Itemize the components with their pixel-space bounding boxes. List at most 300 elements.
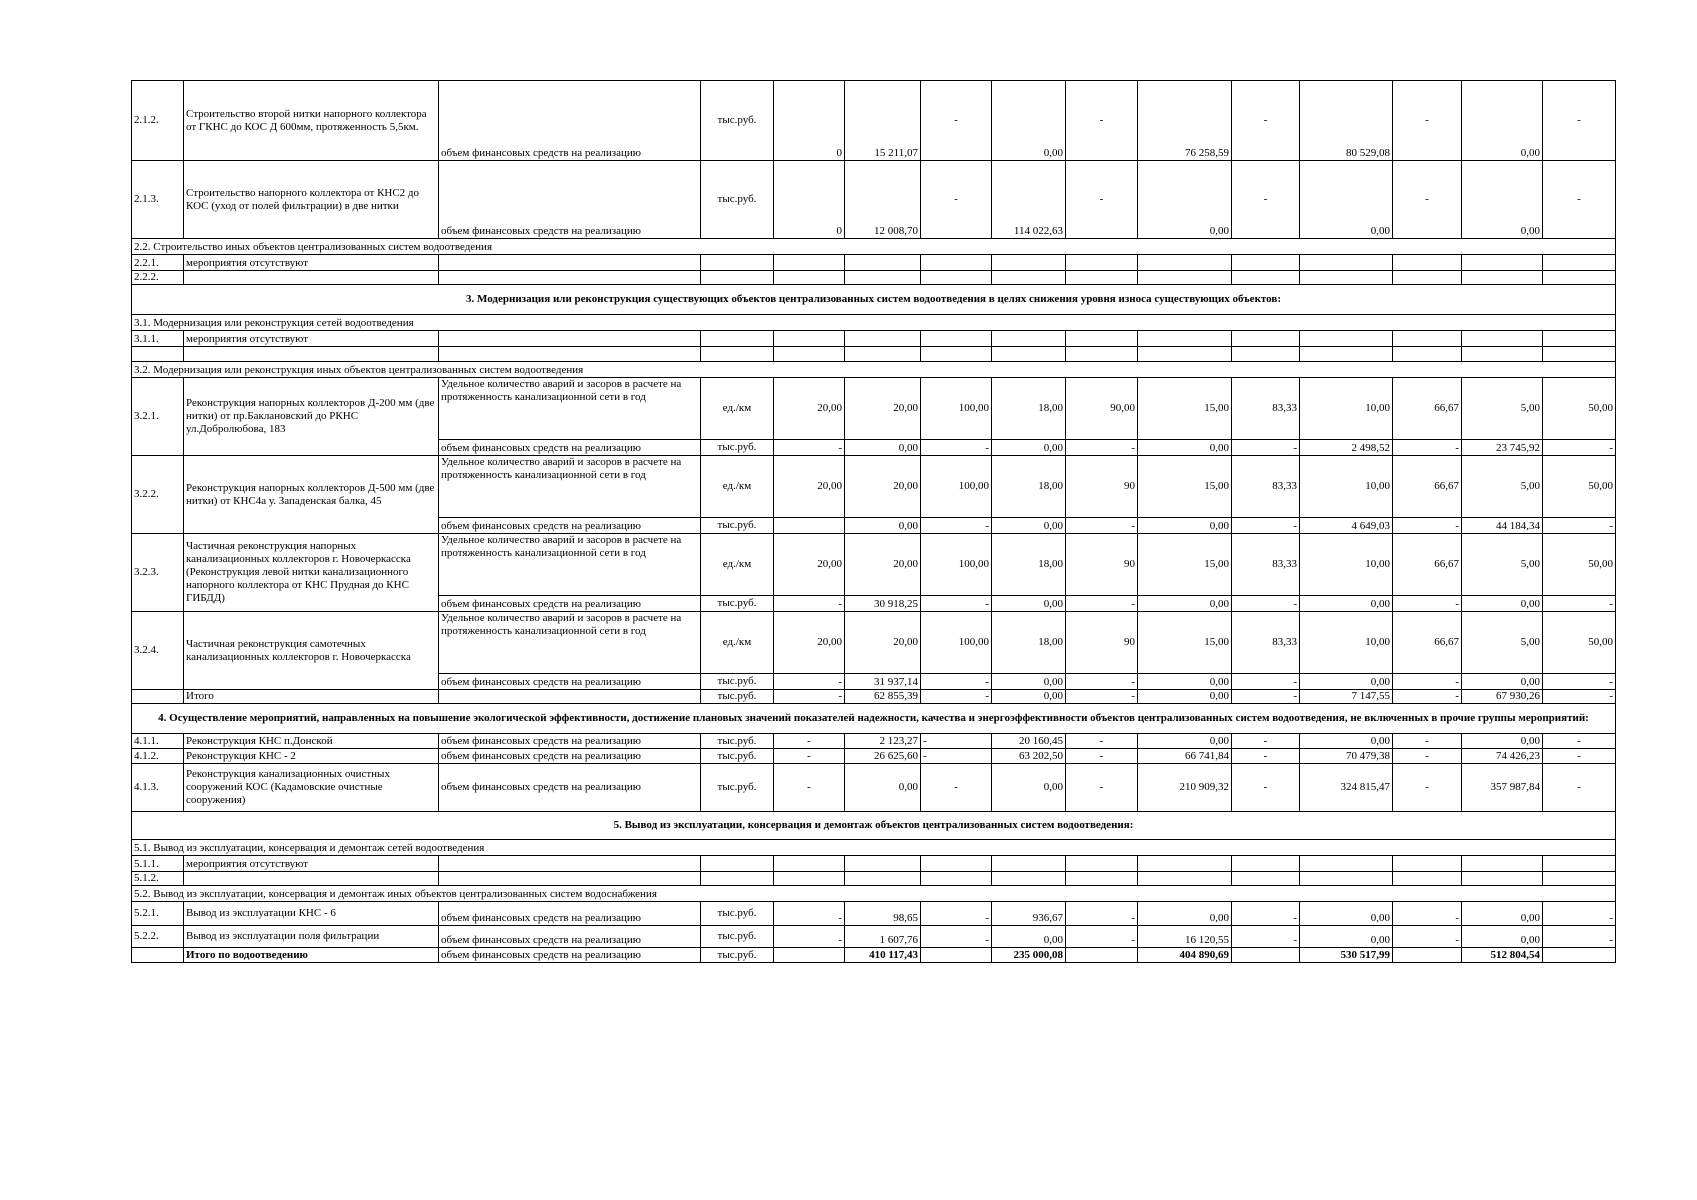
empty-cell: [1138, 331, 1232, 347]
empty-cell: [921, 347, 992, 362]
indicator-value: 66,67: [1393, 612, 1462, 674]
empty-cell: [774, 331, 845, 347]
unit: тыс.руб.: [701, 161, 774, 239]
value-cell: -: [1543, 518, 1616, 534]
indicator-value: 83,33: [1232, 612, 1300, 674]
investment-program-table: [131, 80, 1616, 963]
indicator-value: 66,67: [1393, 378, 1462, 440]
indicator-value: 20,00: [774, 378, 845, 440]
empty-cell: [921, 331, 992, 347]
value-cell: 0,00: [1138, 596, 1232, 612]
value-cell: 30 918,25: [845, 596, 921, 612]
indicator-value: 15,00: [1138, 456, 1232, 518]
unit: тыс.руб.: [701, 440, 774, 456]
value-cell: 0,00: [1138, 161, 1232, 239]
value-cell: -: [774, 440, 845, 456]
unit: тыс.руб.: [701, 902, 774, 926]
indicator-name: объем финансовых средств на реализацию: [439, 596, 701, 612]
value-cell: 0,00: [1138, 518, 1232, 534]
empty-cell: [1543, 347, 1616, 362]
unit: тыс.руб.: [701, 596, 774, 612]
value-cell: 0,00: [1138, 440, 1232, 456]
empty-cell: [1543, 271, 1616, 285]
empty-cell: [992, 255, 1066, 271]
empty-cell: [439, 331, 701, 347]
indicator-value: 50,00: [1543, 534, 1616, 596]
value-cell: 80 529,08: [1300, 81, 1393, 161]
empty-cell: [774, 872, 845, 886]
value-cell: -: [1543, 440, 1616, 456]
value-cell: 114 022,63: [992, 161, 1066, 239]
indicator-value: 10,00: [1300, 378, 1393, 440]
value-cell: -: [1066, 518, 1138, 534]
empty-cell: [701, 872, 774, 886]
empty-cell: [1232, 347, 1300, 362]
indicator-value: 20,00: [774, 612, 845, 674]
value-cell: -: [1066, 926, 1138, 948]
value-cell: [774, 948, 845, 963]
empty-cell: [1462, 872, 1543, 886]
value-cell: [1066, 948, 1138, 963]
empty-cell: [1393, 271, 1462, 285]
value-cell: -: [774, 674, 845, 690]
value-cell: -: [921, 926, 992, 948]
value-cell: -: [1066, 734, 1138, 749]
value-cell: -: [1232, 764, 1300, 812]
value-cell: 63 202,50: [992, 749, 1066, 764]
value-cell: -: [1066, 596, 1138, 612]
empty-cell: [992, 856, 1066, 872]
value-cell: -: [1232, 161, 1300, 239]
value-cell: 44 184,34: [1462, 518, 1543, 534]
indicator-value: 90: [1066, 534, 1138, 596]
item-name: Реконструкция КНС - 2: [184, 749, 439, 764]
indicator-name: [439, 690, 701, 704]
table-row: [132, 872, 1616, 886]
empty-cell: [439, 872, 701, 886]
value-cell: 530 517,99: [1300, 948, 1393, 963]
empty-cell: [1300, 255, 1393, 271]
indicator-value: 20,00: [845, 534, 921, 596]
value-cell: -: [1543, 690, 1616, 704]
empty-cell: [1393, 347, 1462, 362]
indicator-name: Удельное количество аварий и засоров в расчете на протяженность канализационной сети в год: [439, 612, 701, 674]
section-header-row: [132, 812, 1616, 840]
value-cell: 0,00: [992, 440, 1066, 456]
value-cell: -: [1232, 690, 1300, 704]
item-name: мероприятия отсутствуют: [184, 331, 439, 347]
indicator-value: 66,67: [1393, 534, 1462, 596]
value-cell: -: [921, 161, 992, 239]
indicator-value: 10,00: [1300, 534, 1393, 596]
empty-cell: [1066, 856, 1138, 872]
unit: ед./км: [701, 456, 774, 518]
indicator-name: объем финансовых средств на реализацию: [439, 674, 701, 690]
indicator-name: объем финансовых средств на реализацию: [439, 81, 701, 161]
item-number: 5.1.1.: [132, 856, 184, 872]
value-cell: -: [1543, 926, 1616, 948]
value-cell: 0,00: [1462, 81, 1543, 161]
empty-cell: [992, 331, 1066, 347]
value-cell: 0,00: [1462, 902, 1543, 926]
subsection-title: 5.1. Вывод из эксплуатации, консервация и демонтаж сетей водоотведения: [132, 840, 1616, 856]
table-row: [132, 255, 1616, 271]
value-cell: 0,00: [845, 518, 921, 534]
value-cell: [1232, 948, 1300, 963]
indicator-value: 15,00: [1138, 378, 1232, 440]
value-cell: 0,00: [1138, 690, 1232, 704]
indicator-value: 5,00: [1462, 534, 1543, 596]
value-cell: 404 890,69: [1138, 948, 1232, 963]
item-number: 3.2.2.: [132, 456, 184, 534]
value-cell: -: [1232, 749, 1300, 764]
value-cell: -: [774, 926, 845, 948]
empty-cell: [1462, 271, 1543, 285]
value-cell: 31 937,14: [845, 674, 921, 690]
unit: тыс.руб.: [701, 674, 774, 690]
empty-cell: [1138, 347, 1232, 362]
table-row: [132, 378, 1616, 440]
empty-cell: [774, 255, 845, 271]
empty-cell: [921, 856, 992, 872]
item-name: Реконструкция канализационных очистных сооружений КОС (Кадамовские очистные сооружения): [184, 764, 439, 812]
indicator-value: 18,00: [992, 378, 1066, 440]
value-cell: -: [1232, 518, 1300, 534]
empty-cell: [701, 255, 774, 271]
value-cell: -: [1066, 81, 1138, 161]
item-number: [132, 948, 184, 963]
empty-cell: [1138, 872, 1232, 886]
indicator-name: Удельное количество аварий и засоров в расчете на протяженность канализационной сети в год: [439, 378, 701, 440]
value-cell: 0,00: [1300, 734, 1393, 749]
value-cell: -: [921, 440, 992, 456]
empty-cell: [1393, 331, 1462, 347]
section-title: 3. Модернизация или реконструкция существующих объектов централизованных систем водоотведения в целях снижения уровня износа существующих объектов:: [132, 285, 1616, 315]
indicator-value: 5,00: [1462, 612, 1543, 674]
item-number: 4.1.2.: [132, 749, 184, 764]
value-cell: -: [1393, 161, 1462, 239]
empty-cell: [1393, 255, 1462, 271]
empty-cell: [1300, 331, 1393, 347]
item-name: [184, 271, 439, 285]
value-cell: [774, 518, 845, 534]
table-row: [132, 690, 1616, 704]
empty-cell: [921, 872, 992, 886]
value-cell: -: [921, 764, 992, 812]
table-row: [132, 612, 1616, 674]
item-number: 2.2.1.: [132, 255, 184, 271]
empty-cell: [1138, 856, 1232, 872]
value-cell: 0,00: [992, 596, 1066, 612]
indicator-value: 50,00: [1543, 612, 1616, 674]
indicator-value: 15,00: [1138, 534, 1232, 596]
table-row: [132, 456, 1616, 518]
table-row: [132, 749, 1616, 764]
indicator-value: 20,00: [845, 612, 921, 674]
empty-cell: [1066, 872, 1138, 886]
item-name: Строительство напорного коллектора от КНС2 до КОС (уход от полей фильтрации) в две нитки: [184, 161, 439, 239]
empty-cell: [1462, 856, 1543, 872]
empty-cell: [1232, 255, 1300, 271]
item-number: 2.1.3.: [132, 161, 184, 239]
value-cell: 0,00: [845, 440, 921, 456]
indicator-value: 20,00: [774, 534, 845, 596]
value-cell: -: [1543, 596, 1616, 612]
indicator-name: объем финансовых средств на реализацию: [439, 749, 701, 764]
value-cell: -: [921, 674, 992, 690]
table-row: [132, 271, 1616, 285]
value-cell: 0,00: [1300, 674, 1393, 690]
empty-cell: [439, 856, 701, 872]
item-name: Реконструкция напорных коллекторов Д-500 мм (две нитки) от КНС4а у. Западенская балка, 45: [184, 456, 439, 534]
empty-cell: [701, 331, 774, 347]
value-cell: -: [921, 734, 992, 749]
item-number: 2.2.2.: [132, 271, 184, 285]
subsection-row: [132, 886, 1616, 902]
item-name: Итого: [184, 690, 439, 704]
item-name: Реконструкция КНС п.Донской: [184, 734, 439, 749]
value-cell: 1 607,76: [845, 926, 921, 948]
item-name: Частичная реконструкция самотечных канализационных коллекторов г. Новочеркасска: [184, 612, 439, 690]
value-cell: 357 987,84: [1462, 764, 1543, 812]
value-cell: 235 000,08: [992, 948, 1066, 963]
table-row: [132, 161, 1616, 239]
value-cell: -: [1232, 81, 1300, 161]
section-title: 5. Вывод из эксплуатации, консервация и демонтаж объектов централизованных систем водоотведения:: [132, 812, 1616, 840]
indicator-name: Удельное количество аварий и засоров в расчете на протяженность канализационной сети в год: [439, 456, 701, 518]
value-cell: 0,00: [1462, 596, 1543, 612]
value-cell: -: [1232, 440, 1300, 456]
empty-cell: [992, 271, 1066, 285]
value-cell: -: [774, 690, 845, 704]
value-cell: -: [1543, 764, 1616, 812]
indicator-value: 100,00: [921, 534, 992, 596]
value-cell: 210 909,32: [1138, 764, 1232, 812]
item-name: Частичная реконструкция напорных канализационных коллекторов г. Новочеркасска (Реконструкция левой нитки канализационного напорного коллектора от КНС Прудная до КНС ГИБДД): [184, 534, 439, 612]
indicator-name: объем финансовых средств на реализацию: [439, 518, 701, 534]
indicator-name: объем финансовых средств на реализацию: [439, 902, 701, 926]
empty-cell: [845, 331, 921, 347]
item-name: Реконструкция напорных коллекторов Д-200 мм (две нитки) от пр.Баклановский до РКНС ул.Добролюбова, 183: [184, 378, 439, 456]
value-cell: 0: [774, 81, 845, 161]
indicator-name: объем финансовых средств на реализацию: [439, 734, 701, 749]
value-cell: 26 625,60: [845, 749, 921, 764]
value-cell: 67 930,26: [1462, 690, 1543, 704]
value-cell: 70 479,38: [1300, 749, 1393, 764]
item-name: Вывод из эксплуатации КНС - 6: [184, 902, 439, 926]
empty-cell: [845, 872, 921, 886]
value-cell: -: [1232, 596, 1300, 612]
value-cell: -: [921, 518, 992, 534]
value-cell: -: [1393, 749, 1462, 764]
value-cell: 98,65: [845, 902, 921, 926]
empty-cell: [1462, 255, 1543, 271]
empty-cell: [774, 271, 845, 285]
item-number: 3.2.4.: [132, 612, 184, 690]
item-number: 3.2.3.: [132, 534, 184, 612]
empty-cell: [1232, 271, 1300, 285]
value-cell: 936,67: [992, 902, 1066, 926]
indicator-name: объем финансовых средств на реализацию: [439, 948, 701, 963]
table-row: [132, 926, 1616, 948]
indicator-value: 20,00: [845, 378, 921, 440]
value-cell: -: [1066, 161, 1138, 239]
value-cell: 20 160,45: [992, 734, 1066, 749]
empty-cell: [774, 856, 845, 872]
empty-cell: [1066, 331, 1138, 347]
value-cell: 66 741,84: [1138, 749, 1232, 764]
indicator-name: объем финансовых средств на реализацию: [439, 764, 701, 812]
empty-cell: [1462, 331, 1543, 347]
unit: тыс.руб.: [701, 690, 774, 704]
empty-cell: [1066, 255, 1138, 271]
table-row: [132, 734, 1616, 749]
empty-cell: [1232, 872, 1300, 886]
value-cell: 0,00: [1462, 674, 1543, 690]
grand-total-row: [132, 948, 1616, 963]
indicator-value: 50,00: [1543, 378, 1616, 440]
indicator-value: 15,00: [1138, 612, 1232, 674]
value-cell: 0,00: [992, 690, 1066, 704]
unit: ед./км: [701, 378, 774, 440]
value-cell: 62 855,39: [845, 690, 921, 704]
value-cell: -: [1543, 161, 1616, 239]
empty-cell: [439, 347, 701, 362]
item-name: [184, 872, 439, 886]
value-cell: -: [1393, 674, 1462, 690]
value-cell: [1543, 948, 1616, 963]
indicator-value: 10,00: [1300, 456, 1393, 518]
value-cell: 0,00: [992, 518, 1066, 534]
value-cell: -: [1066, 674, 1138, 690]
item-name: [184, 347, 439, 362]
item-number: 4.1.1.: [132, 734, 184, 749]
unit: тыс.руб.: [701, 749, 774, 764]
subsection-title: 3.1. Модернизация или реконструкция сетей водоотведения: [132, 315, 1616, 331]
value-cell: 0,00: [992, 674, 1066, 690]
empty-cell: [1393, 856, 1462, 872]
indicator-value: 18,00: [992, 456, 1066, 518]
subsection-title: 3.2. Модернизация или реконструкция иных объектов централизованных систем водоотведения: [132, 362, 1616, 378]
value-cell: -: [921, 690, 992, 704]
item-number: [132, 347, 184, 362]
value-cell: -: [1066, 764, 1138, 812]
empty-cell: [701, 856, 774, 872]
item-number: 3.2.1.: [132, 378, 184, 456]
empty-cell: [1543, 856, 1616, 872]
value-cell: -: [921, 902, 992, 926]
value-cell: -: [1066, 440, 1138, 456]
value-cell: -: [1543, 902, 1616, 926]
indicator-value: 83,33: [1232, 378, 1300, 440]
item-number: 5.2.2.: [132, 926, 184, 948]
empty-cell: [1138, 255, 1232, 271]
value-cell: 0,00: [1138, 674, 1232, 690]
empty-cell: [845, 255, 921, 271]
indicator-value: 83,33: [1232, 456, 1300, 518]
empty-cell: [992, 347, 1066, 362]
value-cell: -: [921, 81, 992, 161]
indicator-value: 100,00: [921, 378, 992, 440]
unit: ед./км: [701, 612, 774, 674]
value-cell: -: [1232, 674, 1300, 690]
value-cell: 0,00: [1300, 902, 1393, 926]
value-cell: 0,00: [1462, 734, 1543, 749]
value-cell: 0,00: [845, 764, 921, 812]
empty-cell: [921, 271, 992, 285]
table-row: [132, 856, 1616, 872]
empty-cell: [1066, 347, 1138, 362]
empty-cell: [921, 255, 992, 271]
value-cell: 0,00: [1300, 596, 1393, 612]
value-cell: -: [774, 764, 845, 812]
unit: тыс.руб.: [701, 764, 774, 812]
value-cell: -: [1232, 734, 1300, 749]
value-cell: 0,00: [992, 81, 1066, 161]
indicator-name: Удельное количество аварий и засоров в расчете на протяженность канализационной сети в год: [439, 534, 701, 596]
value-cell: 2 123,27: [845, 734, 921, 749]
value-cell: -: [1543, 749, 1616, 764]
value-cell: -: [774, 749, 845, 764]
value-cell: 4 649,03: [1300, 518, 1393, 534]
value-cell: -: [1543, 674, 1616, 690]
unit: тыс.руб.: [701, 81, 774, 161]
item-name: мероприятия отсутствуют: [184, 856, 439, 872]
section-header-row: [132, 704, 1616, 734]
indicator-value: 18,00: [992, 534, 1066, 596]
indicator-value: 5,00: [1462, 456, 1543, 518]
indicator-value: 100,00: [921, 456, 992, 518]
subsection-row: [132, 840, 1616, 856]
empty-cell: [1066, 271, 1138, 285]
value-cell: 324 815,47: [1300, 764, 1393, 812]
empty-cell: [1232, 331, 1300, 347]
value-cell: -: [1393, 734, 1462, 749]
item-name: Строительство второй нитки напорного коллектора от ГКНС до КОС Д 600мм, протяженность 5,5км.: [184, 81, 439, 161]
value-cell: -: [774, 734, 845, 749]
value-cell: 16 120,55: [1138, 926, 1232, 948]
empty-cell: [992, 872, 1066, 886]
value-cell: -: [1393, 81, 1462, 161]
value-cell: -: [921, 749, 992, 764]
indicator-value: 50,00: [1543, 456, 1616, 518]
empty-cell: [774, 347, 845, 362]
item-name: Вывод из эксплуатации поля фильтрации: [184, 926, 439, 948]
value-cell: -: [1066, 902, 1138, 926]
value-cell: 15 211,07: [845, 81, 921, 161]
empty-cell: [439, 271, 701, 285]
value-cell: 7 147,55: [1300, 690, 1393, 704]
empty-cell: [1543, 872, 1616, 886]
item-number: 3.1.1.: [132, 331, 184, 347]
empty-cell: [701, 347, 774, 362]
value-cell: -: [1066, 690, 1138, 704]
value-cell: -: [1066, 749, 1138, 764]
table-row: [132, 347, 1616, 362]
empty-cell: [845, 271, 921, 285]
value-cell: 0: [774, 161, 845, 239]
item-number: 5.2.1.: [132, 902, 184, 926]
empty-cell: [845, 856, 921, 872]
value-cell: -: [1393, 596, 1462, 612]
indicator-value: 66,67: [1393, 456, 1462, 518]
value-cell: 0,00: [1462, 926, 1543, 948]
value-cell: 12 008,70: [845, 161, 921, 239]
empty-cell: [845, 347, 921, 362]
value-cell: 76 258,59: [1138, 81, 1232, 161]
value-cell: -: [1232, 902, 1300, 926]
indicator-value: 100,00: [921, 612, 992, 674]
